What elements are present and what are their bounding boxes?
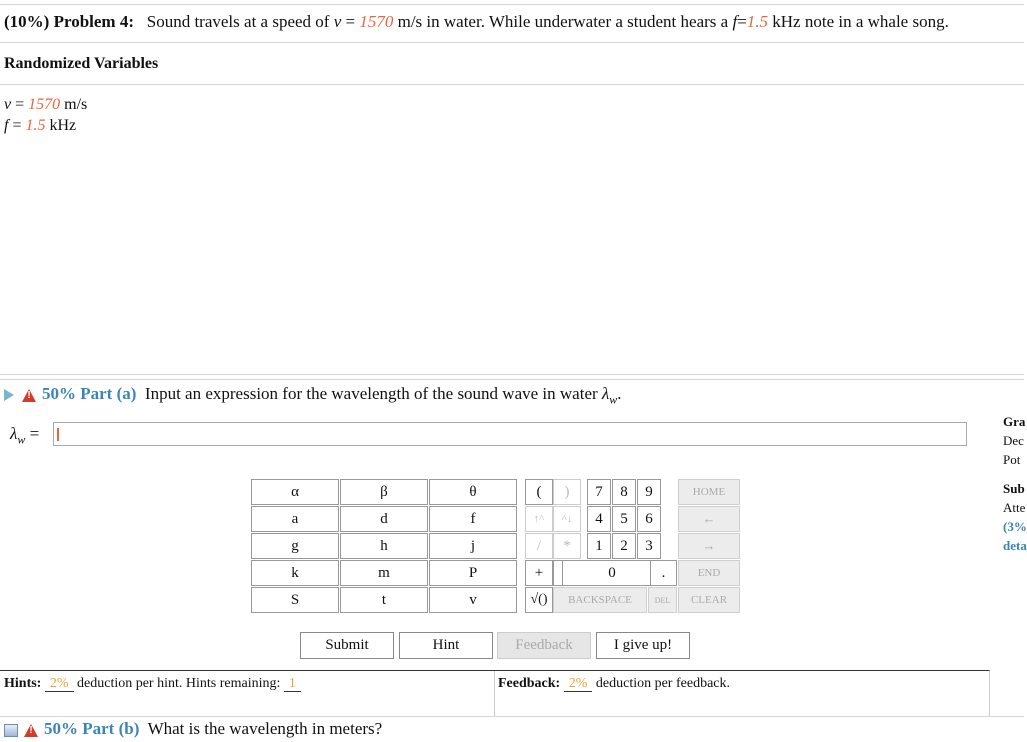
hint-button[interactable]: Hint — [399, 632, 493, 659]
key-down-arrows[interactable]: ^↓ — [553, 506, 581, 532]
key-sqrt[interactable]: √() — [525, 587, 553, 613]
lambda-subscript: w — [609, 392, 618, 407]
lambda-symbol: λ — [601, 384, 610, 403]
key-plus[interactable]: + — [525, 560, 553, 586]
key-k[interactable]: k — [251, 560, 339, 586]
eq-sign: = — [737, 12, 747, 31]
key-paren-open[interactable]: ( — [525, 479, 553, 505]
part-b-label: Part (b) — [82, 719, 140, 738]
part-a-header[interactable] — [4, 384, 622, 407]
side-panel: Gra Dec Pot Sub Atte (3% deta — [1003, 414, 1027, 553]
feedback-info: Feedback: 2% deduction per feedback. — [498, 676, 730, 691]
warning-icon — [22, 389, 36, 402]
f-value: 1.5 — [746, 12, 769, 31]
f-symbol: f — [732, 12, 738, 31]
answer-label: $\lambda_w$ = — [10, 424, 40, 447]
problem-statement — [4, 12, 949, 32]
key-9[interactable]: 9 — [637, 479, 661, 505]
key-slash[interactable]: / — [525, 533, 553, 559]
variable-f: f = 1.5 kHz — [4, 117, 77, 134]
key-paren-close[interactable]: ) — [553, 479, 581, 505]
randomized-variables-title: Randomized Variables — [4, 55, 159, 72]
v-symbol: v — [333, 12, 342, 31]
key-left-arrow[interactable]: ← — [678, 506, 740, 532]
text-cursor — [57, 428, 59, 441]
part-b-percent: 50% — [44, 719, 78, 738]
submit-button[interactable]: Submit — [300, 632, 394, 659]
key-1[interactable]: 1 — [587, 533, 611, 559]
key-v[interactable]: v — [429, 587, 517, 613]
key-star[interactable]: * — [553, 533, 581, 559]
key-beta[interactable]: β — [340, 479, 428, 505]
part-b-prompt: What is the wavelength in meters? — [147, 719, 383, 738]
warning-icon — [24, 724, 38, 737]
key-d[interactable]: d — [340, 506, 428, 532]
problem-text-2: m/s in water. While underwater a student hears a — [397, 12, 729, 31]
part-b-header[interactable] — [4, 719, 382, 739]
key-S[interactable]: S — [251, 587, 339, 613]
give-up-button[interactable]: I give up! — [596, 632, 690, 659]
key-g[interactable]: g — [251, 533, 339, 559]
feedback-deduction: 2% — [564, 676, 593, 692]
problem-weight: (10%) — [4, 12, 50, 31]
key-5[interactable]: 5 — [612, 506, 636, 532]
play-triangle-icon[interactable] — [4, 389, 14, 401]
key-up-arrows[interactable]: ↑^ — [525, 506, 553, 532]
key-end[interactable]: END — [678, 560, 740, 586]
hints-remaining: 1 — [284, 676, 301, 692]
key-2[interactable]: 2 — [612, 533, 636, 559]
problem-text-1: Sound travels at a speed of — [146, 12, 330, 31]
key-a[interactable]: a — [251, 506, 339, 532]
key-alpha[interactable]: α — [251, 479, 339, 505]
key-m[interactable]: m — [340, 560, 428, 586]
key-0[interactable]: 0 — [562, 560, 662, 586]
key-3[interactable]: 3 — [637, 533, 661, 559]
variable-v: v = 1570 m/s — [4, 96, 88, 113]
feedback-button[interactable]: Feedback — [497, 632, 591, 659]
key-6[interactable]: 6 — [637, 506, 661, 532]
key-clear[interactable]: CLEAR — [678, 587, 740, 613]
key-4[interactable]: 4 — [587, 506, 611, 532]
key-right-arrow[interactable]: → — [678, 533, 740, 559]
prompt-period: . — [617, 384, 622, 403]
key-t[interactable]: t — [340, 587, 428, 613]
problem-label: Problem 4: — [53, 12, 134, 31]
hint-deduction: 2% — [45, 676, 74, 692]
hints-divider — [494, 671, 495, 716]
key-j[interactable]: j — [429, 533, 517, 559]
key-7[interactable]: 7 — [587, 479, 611, 505]
collapsed-square-icon[interactable] — [4, 724, 18, 737]
eq-sign: = — [345, 12, 356, 31]
v-value: 1570 — [359, 12, 394, 31]
key-del[interactable]: DEL — [648, 587, 677, 613]
key-P[interactable]: P — [429, 560, 517, 586]
key-8[interactable]: 8 — [612, 479, 636, 505]
hints-info: Hints: 2% deduction per hint. Hints remaining: 1 — [4, 676, 301, 692]
problem-text-3: kHz note in a whale song. — [772, 12, 949, 31]
key-backspace[interactable]: BACKSPACE — [553, 587, 647, 613]
part-a-percent: 50% — [42, 384, 76, 403]
key-h[interactable]: h — [340, 533, 428, 559]
key-f[interactable]: f — [429, 506, 517, 532]
part-a-label: Part (a) — [80, 384, 137, 403]
key-theta[interactable]: θ — [429, 479, 517, 505]
answer-input[interactable] — [53, 422, 967, 446]
key-home[interactable]: HOME — [678, 479, 740, 505]
part-a-prompt: Input an expression for the wavelength of the sound wave in water — [144, 384, 598, 403]
key-dot[interactable]: . — [650, 560, 677, 586]
